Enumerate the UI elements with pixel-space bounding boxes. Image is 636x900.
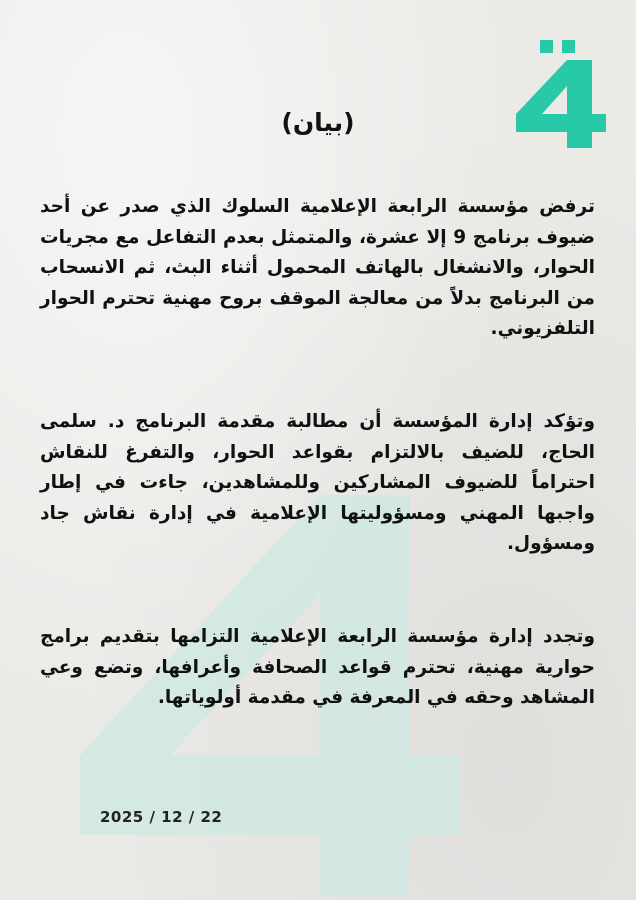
document-body [40, 192, 595, 776]
paragraph-1: ترفض مؤسسة الرابعة الإعلامية السلوك الذي صدر عن أحد ضيوف برنامج 9 إلا عشرة، والمتمثل بعدم التفاعل مع مجريات الحوار، والانشغال بالهاتف المحمول أثناء البث، ثم الانسحاب من البرنامج بدلاً من معالجة الموقف بروح مهنية تحترم الحوار التلفزيوني. [40, 196, 595, 340]
document-date: 2025 / 12 / 22 [100, 808, 223, 826]
document-title: (بيان) [281, 108, 355, 137]
paragraph-3: وتجدد إدارة مؤسسة الرابعة الإعلامية التزامها بتقديم برامج حوارية مهنية، تحترم قواعد الصحافة وأعرافها، وتضع وعي المشاهد وحقه في المعرفة في مقدمة أولوياتها. [40, 625, 595, 709]
paragraph-2: وتؤكد إدارة المؤسسة أن مطالبة مقدمة البرنامج د. سلمى الحاج، للضيف بالالتزام بقواعد الحوار، والتفرغ للنقاش احتراماً للضيوف المشاركين وللمشاهدين، جاءت في إطار واجبها المهني ومسؤوليتها الإعلامية في إدارة نقاش جاد ومسؤول. [40, 410, 595, 555]
